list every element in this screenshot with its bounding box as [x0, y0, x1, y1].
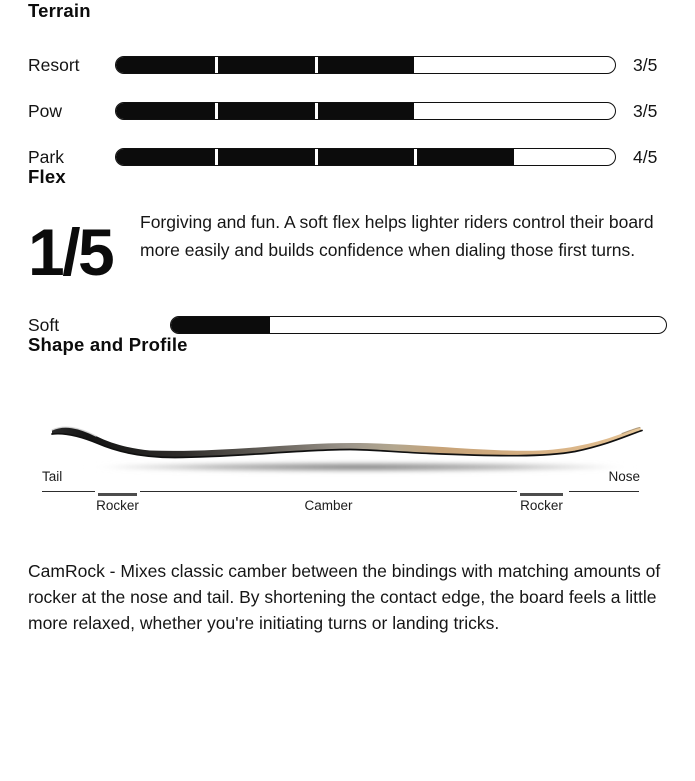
segment-tick	[514, 149, 517, 165]
segment-tick	[414, 103, 417, 119]
board-profile-diagram	[0, 356, 695, 552]
flex-detail	[28, 208, 667, 292]
terrain-heading: Terrain	[28, 0, 91, 21]
segment-tick	[514, 57, 517, 73]
terrain-rating-list	[28, 56, 667, 166]
segment-tick	[315, 103, 318, 119]
tail-label: Tail	[42, 469, 63, 484]
terrain-row	[28, 148, 667, 166]
segment-tick	[315, 149, 318, 165]
shape-heading: Shape and Profile	[28, 334, 188, 355]
terrain-section	[28, 0, 667, 166]
segment-tick	[215, 57, 218, 73]
rocker-right-extent-line	[520, 493, 563, 496]
segment-tick	[414, 57, 417, 73]
shape-section	[28, 334, 667, 636]
segment-tick	[414, 149, 417, 165]
nose-extent-line	[569, 491, 639, 492]
segment-tick	[215, 103, 218, 119]
terrain-rating-bar	[115, 148, 616, 166]
rocker-right-label: Rocker	[520, 498, 563, 513]
terrain-label: Resort	[28, 54, 80, 75]
terrain-bar-fill	[116, 57, 415, 73]
terrain-value: 3/5	[633, 54, 658, 75]
flex-scale-label: Soft	[28, 314, 60, 335]
terrain-value: 3/5	[633, 100, 658, 121]
terrain-rating-bar	[115, 56, 616, 74]
rocker-left-extent-line	[98, 493, 137, 496]
flex-bar-fill	[171, 317, 270, 333]
tail-extent-line	[42, 491, 95, 492]
flex-rating-bar	[170, 316, 667, 334]
shape-description: CamRock - Mixes classic camber between the bindings with matching amounts of rocker at the nose and tail. By shortening the contact edge, the board feels a little more relaxed, whether you're initiating turns or landing tricks.	[28, 561, 661, 633]
terrain-label: Park	[28, 146, 64, 167]
segment-tick	[215, 149, 218, 165]
terrain-rating-bar	[115, 102, 616, 120]
flex-section	[28, 166, 667, 334]
flex-scale-row	[28, 316, 667, 334]
camber-label: Camber	[304, 498, 353, 513]
nose-label: Nose	[608, 469, 640, 484]
flex-description: Forgiving and fun. A soft flex helps lighter riders control their board more easily and builds confidence when dialing those first turns.	[140, 212, 654, 260]
camber-extent-line	[140, 491, 517, 492]
terrain-value: 4/5	[633, 146, 658, 167]
terrain-label: Pow	[28, 100, 63, 121]
rocker-left-label: Rocker	[96, 498, 139, 513]
terrain-row	[28, 102, 667, 120]
snowboard-profile-image	[0, 356, 695, 552]
segment-tick	[315, 57, 318, 73]
terrain-row	[28, 56, 667, 74]
flex-score: 1/5	[28, 215, 113, 289]
flex-heading: Flex	[28, 166, 66, 187]
segment-tick	[514, 103, 517, 119]
terrain-bar-fill	[116, 103, 415, 119]
